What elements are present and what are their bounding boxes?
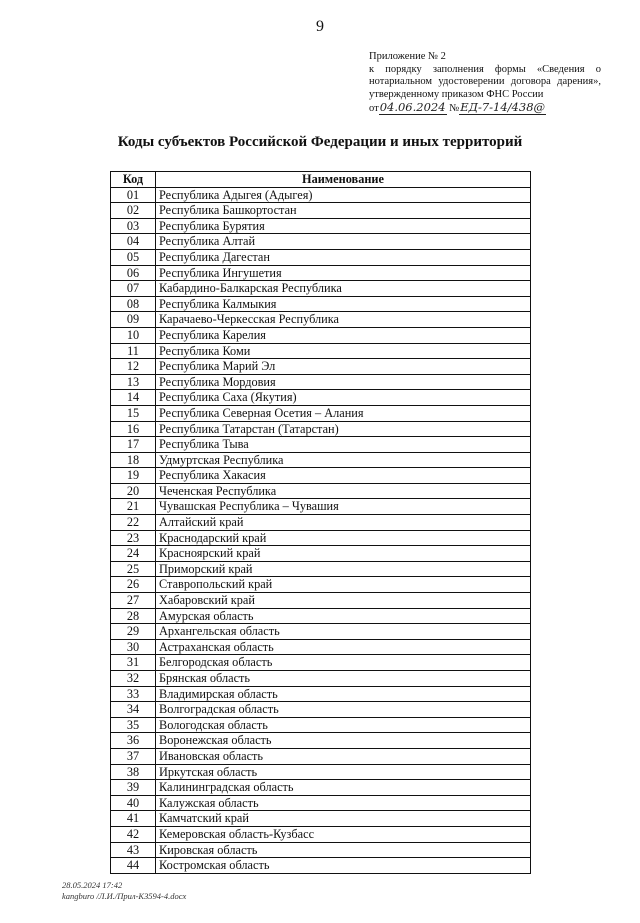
document-title: Коды субъектов Российской Федерации и иных территорий <box>117 134 523 150</box>
table-row <box>111 343 531 359</box>
table-row <box>111 437 531 453</box>
region-code: 13 <box>111 374 156 390</box>
region-name: Республика Дагестан <box>156 249 531 265</box>
region-code: 43 <box>111 842 156 858</box>
table-row <box>111 686 531 702</box>
table-row <box>111 733 531 749</box>
table-header-row <box>111 172 531 188</box>
region-code: 30 <box>111 639 156 655</box>
region-name: Камчатский край <box>156 811 531 827</box>
region-name: Владимирская область <box>156 686 531 702</box>
order-reference <box>369 101 601 116</box>
order-prefix: от <box>369 103 379 114</box>
page-number: 9 <box>316 18 324 35</box>
annex-block <box>369 51 601 116</box>
region-code: 07 <box>111 281 156 297</box>
order-number-label: № <box>449 103 460 114</box>
region-name: Удмуртская Республика <box>156 452 531 468</box>
annex-line: утвержденному приказом ФНС России <box>369 88 544 100</box>
region-code: 04 <box>111 234 156 250</box>
region-code: 08 <box>111 296 156 312</box>
region-name: Республика Карелия <box>156 327 531 343</box>
table-row <box>111 187 531 203</box>
region-name: Иркутская область <box>156 764 531 780</box>
footer <box>62 880 186 901</box>
table-row <box>111 795 531 811</box>
footer-file-path: kangburo /Л.И./Прил-КЗ594-4.docx <box>62 890 187 901</box>
table-row <box>111 717 531 733</box>
table-row <box>111 593 531 609</box>
region-name: Вологодская область <box>156 717 531 733</box>
table-row <box>111 452 531 468</box>
region-code: 05 <box>111 249 156 265</box>
table-row <box>111 780 531 796</box>
region-name: Чеченская Республика <box>156 483 531 499</box>
region-name: Республика Марий Эл <box>156 359 531 375</box>
region-code: 11 <box>111 343 156 359</box>
region-code: 03 <box>111 218 156 234</box>
table-row <box>111 296 531 312</box>
region-code: 01 <box>111 187 156 203</box>
region-code: 35 <box>111 717 156 733</box>
table-row <box>111 530 531 546</box>
footer-timestamp: 28.05.2024 17:42 <box>62 880 123 890</box>
table-row <box>111 608 531 624</box>
table-row <box>111 826 531 842</box>
region-code: 21 <box>111 499 156 515</box>
region-code: 25 <box>111 561 156 577</box>
header-name: Наименование <box>156 172 531 188</box>
region-name: Костромская область <box>156 858 531 874</box>
table-row <box>111 468 531 484</box>
region-code: 17 <box>111 437 156 453</box>
table-row <box>111 327 531 343</box>
table-row <box>111 234 531 250</box>
region-code: 18 <box>111 452 156 468</box>
table-row <box>111 624 531 640</box>
region-name: Республика Ингушетия <box>156 265 531 281</box>
table-row <box>111 359 531 375</box>
region-code: 38 <box>111 764 156 780</box>
region-name: Алтайский край <box>156 515 531 531</box>
table-row <box>111 748 531 764</box>
region-name: Кабардино-Балкарская Республика <box>156 281 531 297</box>
region-code: 16 <box>111 421 156 437</box>
table-row <box>111 671 531 687</box>
region-name: Приморский край <box>156 561 531 577</box>
region-name: Чувашская Республика – Чувашия <box>156 499 531 515</box>
region-name: Кировская область <box>156 842 531 858</box>
region-name: Красноярский край <box>156 546 531 562</box>
table-row <box>111 655 531 671</box>
table-row <box>111 546 531 562</box>
region-name: Кемеровская область-Кузбасс <box>156 826 531 842</box>
region-name: Астраханская область <box>156 639 531 655</box>
region-name: Архангельская область <box>156 624 531 640</box>
region-code: 14 <box>111 390 156 406</box>
region-name: Амурская область <box>156 608 531 624</box>
region-name: Воронежская область <box>156 733 531 749</box>
region-code: 24 <box>111 546 156 562</box>
table-row <box>111 561 531 577</box>
region-code: 19 <box>111 468 156 484</box>
region-name: Республика Калмыкия <box>156 296 531 312</box>
region-code: 37 <box>111 748 156 764</box>
table-row <box>111 203 531 219</box>
order-number: ЕД-7-14/438@ <box>460 100 546 114</box>
region-code: 36 <box>111 733 156 749</box>
region-code: 42 <box>111 826 156 842</box>
table-row <box>111 858 531 874</box>
annex-line: нотариальном удостоверении договора дарения», <box>369 76 601 87</box>
table-row <box>111 483 531 499</box>
table-row <box>111 764 531 780</box>
table-row <box>111 405 531 421</box>
region-code: 41 <box>111 811 156 827</box>
region-name: Ивановская область <box>156 748 531 764</box>
region-code: 39 <box>111 780 156 796</box>
table-row <box>111 374 531 390</box>
annex-title: Приложение № 2 <box>369 51 446 62</box>
region-name: Ставропольский край <box>156 577 531 593</box>
region-name: Калининградская область <box>156 780 531 796</box>
table-row <box>111 515 531 531</box>
region-name: Волгоградская область <box>156 702 531 718</box>
region-name: Карачаево-Черкесская Республика <box>156 312 531 328</box>
table-row <box>111 421 531 437</box>
region-code: 40 <box>111 795 156 811</box>
region-code: 12 <box>111 359 156 375</box>
region-code: 31 <box>111 655 156 671</box>
region-name: Хабаровский край <box>156 593 531 609</box>
order-date: 04.06.2024 <box>379 100 446 114</box>
region-code: 10 <box>111 327 156 343</box>
region-code: 32 <box>111 671 156 687</box>
region-code: 33 <box>111 686 156 702</box>
region-code: 29 <box>111 624 156 640</box>
region-code: 02 <box>111 203 156 219</box>
region-code: 23 <box>111 530 156 546</box>
region-name: Республика Саха (Якутия) <box>156 390 531 406</box>
table-row <box>111 265 531 281</box>
region-code: 06 <box>111 265 156 281</box>
annex-line: к порядку заполнения формы «Сведения о <box>369 63 601 75</box>
region-name: Республика Татарстан (Татарстан) <box>156 421 531 437</box>
region-name: Республика Алтай <box>156 234 531 250</box>
table-row <box>111 312 531 328</box>
region-code: 34 <box>111 702 156 718</box>
table-row <box>111 281 531 297</box>
region-name: Республика Коми <box>156 343 531 359</box>
region-code: 26 <box>111 577 156 593</box>
region-code: 22 <box>111 515 156 531</box>
region-name: Республика Адыгея (Адыгея) <box>156 187 531 203</box>
region-name: Калужская область <box>156 795 531 811</box>
region-name: Республика Бурятия <box>156 218 531 234</box>
region-name: Республика Тыва <box>156 437 531 453</box>
region-name: Краснодарский край <box>156 530 531 546</box>
table-row <box>111 218 531 234</box>
region-codes-table <box>110 171 531 874</box>
region-name: Республика Северная Осетия – Алания <box>156 405 531 421</box>
region-name: Белгородская область <box>156 655 531 671</box>
header-code: Код <box>111 172 156 188</box>
table-row <box>111 390 531 406</box>
region-name: Республика Хакасия <box>156 468 531 484</box>
region-code: 27 <box>111 593 156 609</box>
table-row <box>111 811 531 827</box>
region-name: Брянская область <box>156 671 531 687</box>
region-code: 28 <box>111 608 156 624</box>
region-code: 44 <box>111 858 156 874</box>
region-code: 15 <box>111 405 156 421</box>
table-row <box>111 639 531 655</box>
table-row <box>111 249 531 265</box>
table-row <box>111 577 531 593</box>
region-name: Республика Башкортостан <box>156 203 531 219</box>
table-row <box>111 842 531 858</box>
region-code: 09 <box>111 312 156 328</box>
region-name: Республика Мордовия <box>156 374 531 390</box>
region-code: 20 <box>111 483 156 499</box>
table-row <box>111 499 531 515</box>
table-row <box>111 702 531 718</box>
